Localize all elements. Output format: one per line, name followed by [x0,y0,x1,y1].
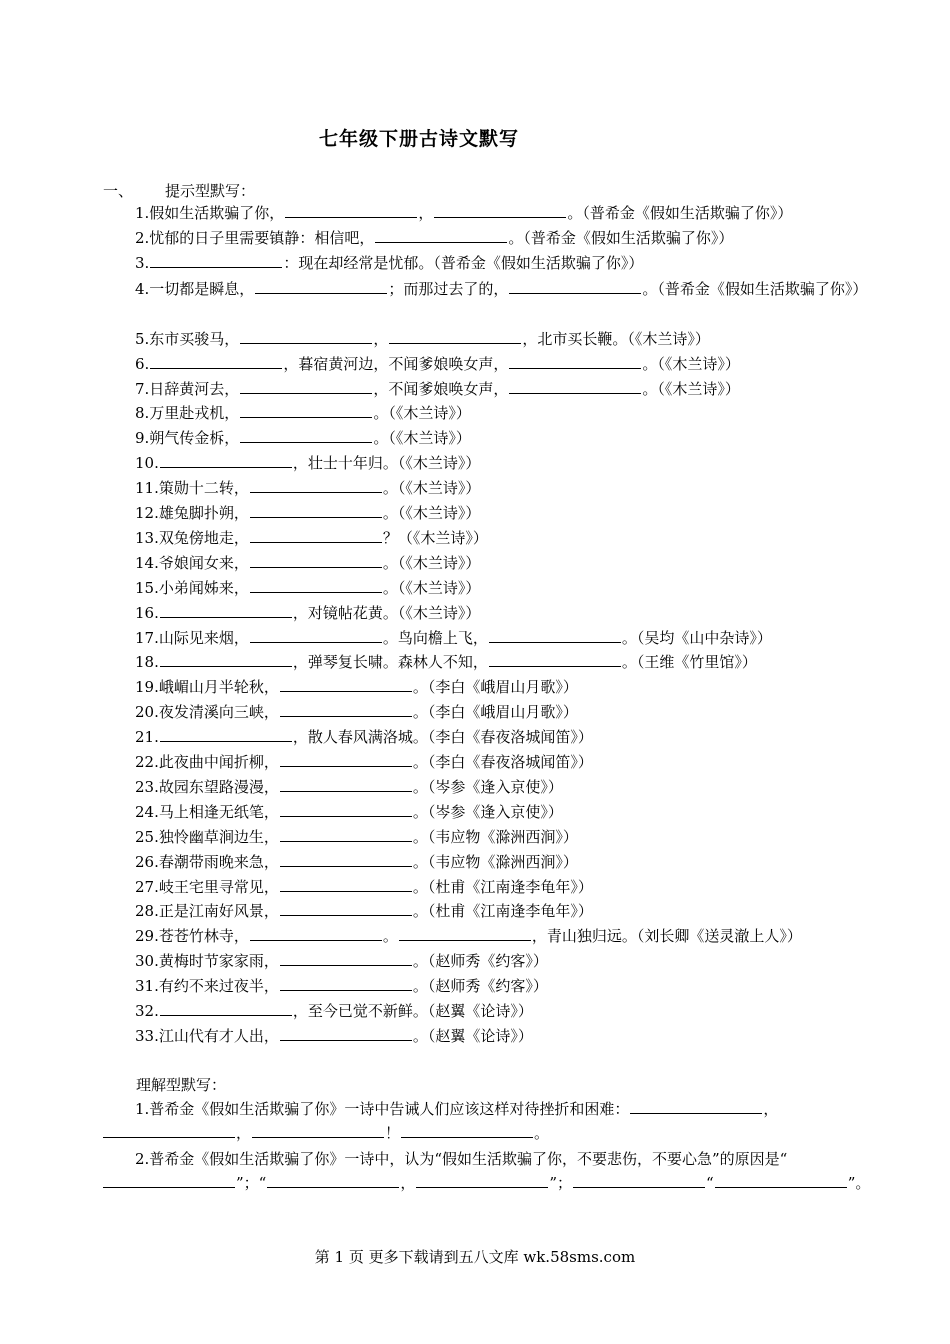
answer-blank[interactable] [280,950,412,966]
question-text: ：现在却经常是忧郁。（普希金《假如生活欺骗了你》） [283,253,644,272]
question-text: 13.双兔傍地走， [135,528,249,547]
question-text: ， [373,329,389,348]
answer-blank[interactable] [509,278,641,294]
answer-blank[interactable] [280,900,412,916]
question-text: 。（赵师秀《约客》） [412,977,548,996]
question-text: 9.朔气传金柝， [135,429,240,448]
answer-blank[interactable] [250,502,382,518]
page-title: 七年级下册古诗文默写 [318,128,519,150]
question-line [102,227,892,249]
answer-blank[interactable] [280,801,412,817]
question-text: 5.东市买骏马， [135,329,240,348]
question-text: 3. [135,253,150,272]
question-text: ”； [549,1174,573,1192]
page-footer: 第 1 页 更多下载请到五八文库 wk.58sms.com [314,1248,636,1266]
question-text: 。（王维《竹里馆》） [621,653,757,672]
question-text: 。（普希金《假如生活欺骗了你》） [508,228,734,247]
question-text: ， [418,204,434,222]
question-line [102,202,892,224]
question-text: ，弹琴复长啸。森林人不知， [292,653,488,672]
question-text: 。（吴均《山中杂诗》） [621,628,772,647]
section-number: 一、 [103,182,134,200]
question-text: 。（《木兰诗》） [642,354,740,373]
answer-blank[interactable] [434,202,566,218]
answer-blank[interactable] [280,851,412,867]
answer-blank[interactable] [160,726,292,742]
question-line [102,1147,892,1195]
answer-blank[interactable] [240,328,372,344]
question-text: ， [236,1124,252,1142]
question-text: 14.爷娘闻女来， [135,553,249,572]
question-line [102,776,892,798]
question-text: 15.小弟闻姊来， [135,578,249,597]
question-text: ，壮士十年归。（《木兰诗》） [292,454,481,473]
answer-blank[interactable] [280,826,412,842]
answer-blank[interactable] [103,1172,235,1188]
question-text: 28.正是江南好风景， [135,902,279,921]
section-label: 提示型默写： [165,182,256,200]
answer-blank[interactable] [160,602,292,618]
question-line [102,552,892,574]
question-text: 21. [135,728,159,747]
question-text: 27.岐王宅里寻常见， [135,877,279,896]
question-text: 29.苍苍竹林寺， [135,927,249,946]
question-text: ， [400,1174,416,1192]
question-line [102,751,892,773]
question-line [102,801,892,823]
question-text: 32. [135,1002,159,1020]
question-line [102,328,892,350]
question-text: 17.山际见来烟， [135,628,249,647]
question-text: ；而那过去了的， [388,279,509,298]
question-line [102,277,892,301]
answer-blank[interactable] [715,1172,847,1188]
answer-blank[interactable] [240,402,372,418]
question-text: 。（韦应物《滁洲西涧》） [412,827,578,846]
answer-blank[interactable] [280,975,412,991]
question-text: 。（《木兰诗》） [382,553,481,572]
question-text: 。（李白《峨眉山月歌》） [412,678,578,697]
answer-blank[interactable] [160,651,292,667]
question-text: 10. [135,454,159,473]
question-line [102,975,892,997]
question-line [102,602,892,624]
question-text: 。（普希金《假如生活欺骗了你》） [567,204,793,222]
section-understanding-heading [136,1074,226,1095]
question-line [102,452,892,474]
question-text: ”；“ [236,1174,267,1192]
answer-blank[interactable] [255,278,387,294]
question-text: 。（《木兰诗》） [373,429,471,448]
answer-blank[interactable] [280,776,412,792]
answer-blank[interactable] [509,353,641,369]
question-text: ，散人春风满洛城。（李白《春夜洛城闻笛》） [292,728,593,747]
question-text: 。（杜甫《江南逢李龟年》） [412,902,593,921]
question-text: ， [763,1100,779,1118]
answer-blank[interactable] [252,1122,384,1138]
question-text: 31.有约不来过夜半， [135,977,279,996]
question-text: ！ [385,1124,401,1142]
answer-blank[interactable] [250,477,382,493]
question-line [102,577,892,599]
answer-blank[interactable] [250,527,382,543]
question-text: 。（《木兰诗》） [373,404,471,423]
question-text: ”。 [847,1174,871,1192]
question-text: 。（李白《春夜洛城闻笛》） [412,753,593,771]
question-line [102,402,892,424]
answer-blank[interactable] [280,1025,412,1041]
question-text: 26.春潮带雨晚来急， [135,852,279,871]
question-text: 。（《木兰诗》） [382,578,481,597]
question-text: 。（《木兰诗》） [382,504,481,522]
question-text: ，暮宿黄河边，不闻爹娘唤女声， [283,354,509,373]
question-text: 1.假如生活欺骗了你， [135,204,285,222]
answer-blank[interactable] [401,1122,533,1138]
question-text: ？（《木兰诗》） [382,528,488,547]
question-text: 20.夜发清溪向三峡， [135,703,279,722]
answer-blank[interactable] [509,378,641,394]
answer-blank[interactable] [150,353,282,369]
answer-blank[interactable] [285,202,417,218]
question-text: 18. [135,653,159,672]
question-line [102,876,892,898]
question-text: 。（韦应物《滁洲西涧》） [412,852,578,871]
answer-blank[interactable] [267,1172,399,1188]
question-text: ，北市买长鞭。（《木兰诗》） [522,329,710,348]
answer-blank[interactable] [250,552,382,568]
question-text: 。（李白《峨眉山月歌》） [412,703,578,722]
question-line [102,1097,892,1145]
question-text: 25.独怜幽草涧边生， [135,827,279,846]
question-line [102,851,892,873]
question-text: 1.普希金《假如生活欺骗了你》一诗中告诫人们应该这样对待挫折和困难： [135,1100,630,1118]
question-line [102,676,892,698]
answer-blank[interactable] [280,876,412,892]
answer-blank[interactable] [630,1098,762,1114]
question-text: 。（赵师秀《约客》） [412,952,548,971]
question-text: 24.马上相逢无纸笔， [135,802,279,821]
question-text: 12.雄兔脚扑朔， [135,504,249,522]
answer-blank[interactable] [160,1000,292,1016]
question-line [102,477,892,499]
question-line [102,502,892,524]
question-text: 。（岑参《逢入京使》） [412,802,563,821]
answer-blank[interactable] [103,1122,235,1138]
answer-blank[interactable] [240,427,372,443]
question-line [102,427,892,449]
question-line [102,900,892,922]
question-text: ，不闻爹娘唤女声， [373,379,509,398]
question-text: 。（赵翼《论诗》） [412,1026,533,1045]
answer-blank[interactable] [573,1172,705,1188]
question-text: 。 [382,927,398,946]
question-text: 2.普希金《假如生活欺骗了你》一诗中，认为“假如生活欺骗了你，不要悲伤，不要心急”的原因是“ [135,1150,788,1168]
question-text: 22.此夜曲中闻折柳， [135,753,279,771]
section-label: 理解型默写： [136,1076,227,1094]
question-line [102,252,892,274]
question-line [102,950,892,972]
question-text: ，对镜帖花黄。（《木兰诗》） [292,603,481,622]
question-text: 2.忧郁的日子里需要镇静：相信吧， [135,228,375,247]
answer-blank[interactable] [150,252,282,268]
question-text: 。鸟向檐上飞， [382,628,488,647]
answer-blank[interactable] [399,925,531,941]
answer-blank[interactable] [389,328,521,344]
question-text: 7.日辞黄河去， [135,379,240,398]
question-line [102,1025,892,1047]
question-line [102,1000,892,1022]
question-text: 。（岑参《逢入京使》） [412,777,563,796]
question-text: 。（普希金《假如生活欺骗了你》） [642,279,868,298]
question-text: 。（杜甫《江南逢李龟年》） [412,877,593,896]
question-text: 8.万里赴戎机， [135,404,240,423]
question-line [102,627,892,649]
answer-blank[interactable] [280,751,412,767]
question-text: 11.策勋十二转， [135,479,249,498]
answer-blank[interactable] [280,676,412,692]
question-line [102,353,892,375]
answer-blank[interactable] [280,701,412,717]
question-text: 33.江山代有才人出， [135,1026,279,1045]
question-line [102,651,892,673]
question-text: 23.故园东望路漫漫， [135,777,279,796]
answer-blank[interactable] [240,378,372,394]
question-text: 19.峨嵋山月半轮秋， [135,678,279,697]
question-text: 。 [534,1124,550,1142]
question-text: ，至今已觉不新鲜。（赵翼《论诗》） [292,1002,533,1020]
answer-blank[interactable] [375,227,507,243]
question-text: 。（《木兰诗》） [382,479,481,498]
answer-blank[interactable] [250,627,382,643]
question-text: ，青山独归远。（刘长卿《送灵澈上人》） [531,927,802,946]
answer-blank[interactable] [416,1172,548,1188]
answer-blank[interactable] [250,577,382,593]
question-line [102,826,892,848]
answer-blank[interactable] [489,651,621,667]
question-line [102,527,892,549]
question-text: 16. [135,603,159,622]
question-line [102,701,892,723]
answer-blank[interactable] [160,452,292,468]
question-text: 6. [135,354,150,373]
question-text: 4.一切都是瞬息， [135,279,255,298]
answer-blank[interactable] [250,925,382,941]
question-text: “ [706,1174,714,1192]
question-text: 30.黄梅时节家家雨， [135,952,279,971]
answer-blank[interactable] [489,627,621,643]
question-line [102,378,892,400]
question-text: 。（《木兰诗》） [642,379,740,398]
section-hint-heading [103,180,255,201]
question-line [102,726,892,748]
question-line [102,925,892,947]
